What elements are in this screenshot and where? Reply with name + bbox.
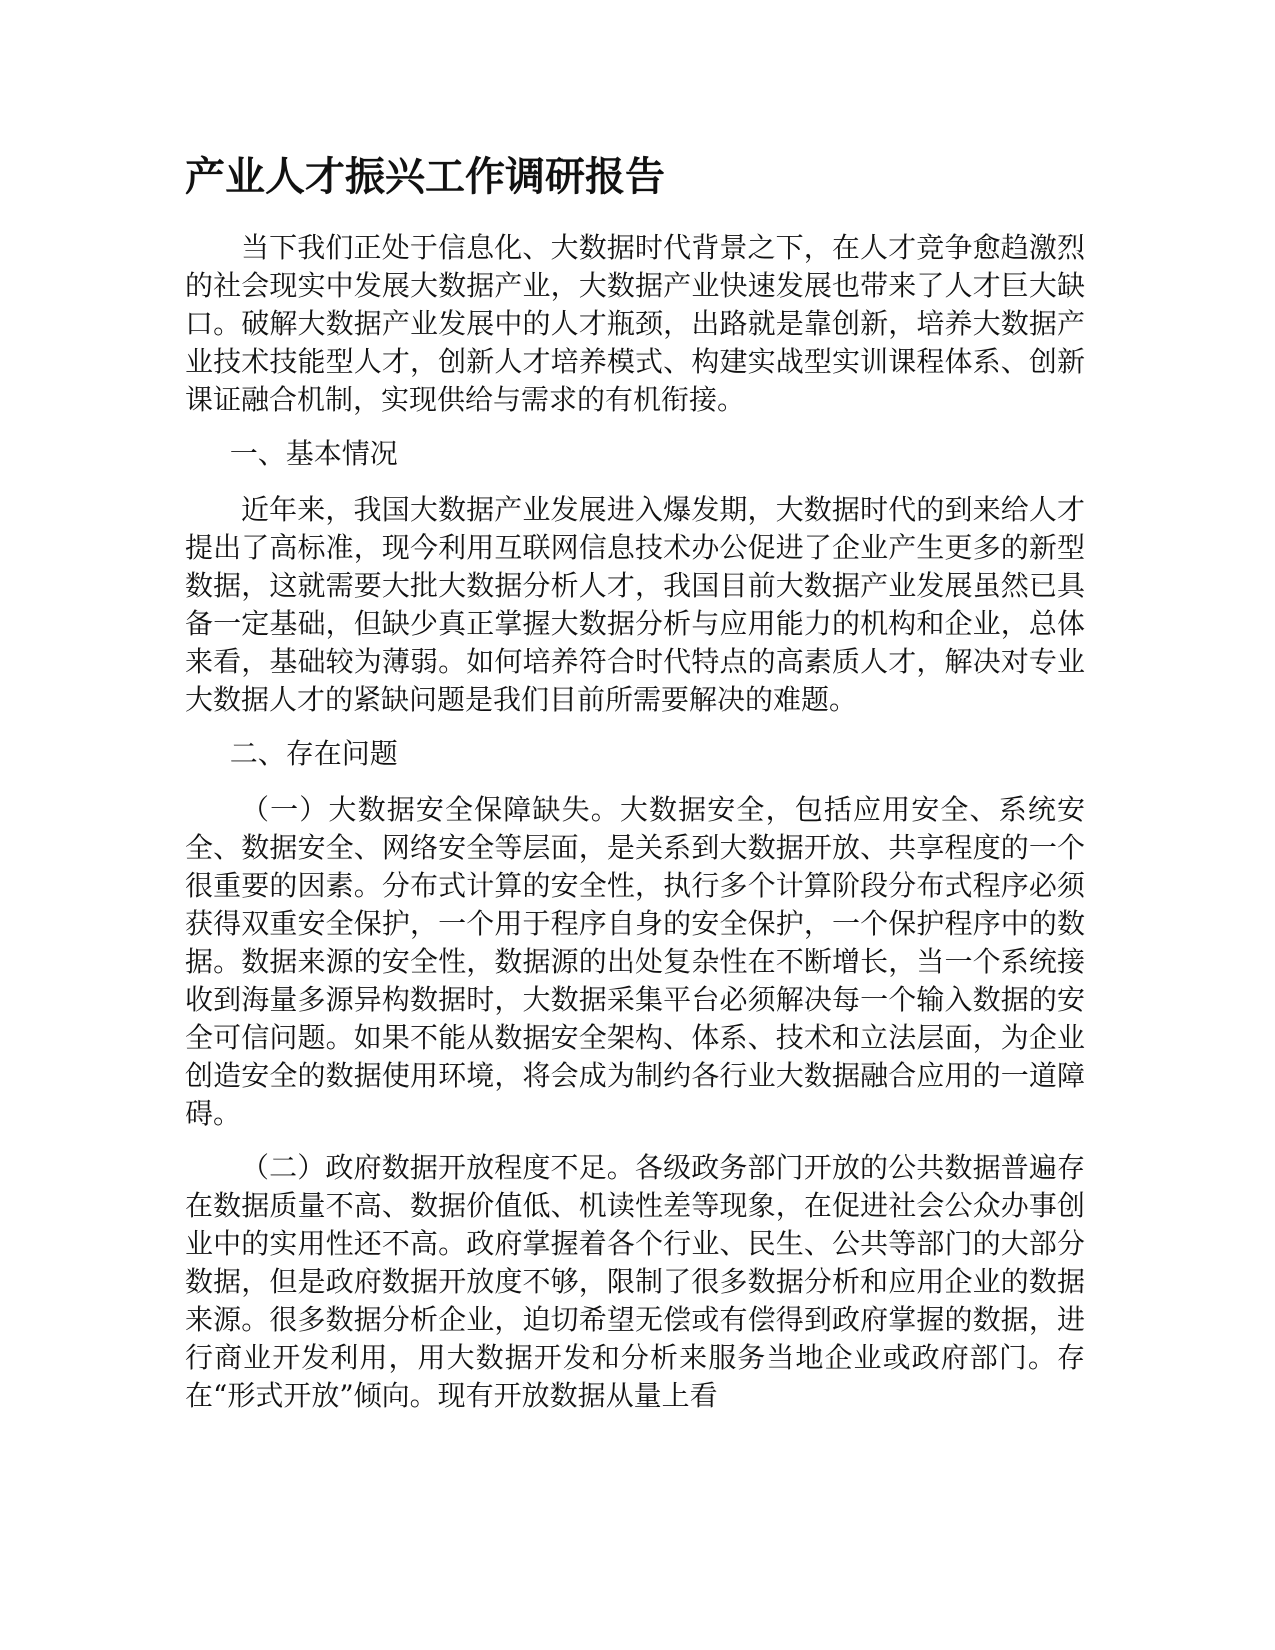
- section-heading-basic-situation: 一、基本情况: [229, 437, 398, 470]
- basic-situation-paragraph: 近年来，我国大数据产业发展进入爆发期，大数据时代的到来给人才提出了高标准，现今利用互联网信息技术办公促进了企业产生更多的新型数据，这就需要大批大数据分析人才，我国目前大数据产业发展虽然已具备一定基础，但缺少真正掌握大数据分析与应用能力的机构和企业，总体来看，基础较为薄弱。如何培养符合时代特点的高素质人才，解决对专业大数据人才的紧缺问题是我们目前所需要解决的难题。: [185, 493, 1085, 716]
- problem-paragraph-government-data: （二）政府数据开放程度不足。各级政务部门开放的公共数据普遍存在数据质量不高、数据价值低、机读性差等现象，在促进社会公众办事创业中的实用性还不高。政府掌握着各个行业、民生、公共等部门的大部分数据，但是政府数据开放度不够，限制了很多数据分析和应用企业的数据来源。很多数据分析企业，迫切希望无偿或有偿得到政府掌握的数据，进行商业开发利用，用大数据开发和分析来服务当地企业或政府部门。存在“形式开放”倾向。现有开放数据从量上看: [185, 1151, 1085, 1412]
- document-title: 产业人才振兴工作调研报告: [185, 154, 665, 200]
- problem-paragraph-data-security: （一）大数据安全保障缺失。大数据安全，包括应用安全、系统安全、数据安全、网络安全等层面，是关系到大数据开放、共享程度的一个很重要的因素。分布式计算的安全性，执行多个计算阶段分布式程序必须获得双重安全保护，一个用于程序自身的安全保护，一个保护程序中的数据。数据来源的安全性，数据源的出处复杂性在不断增长，当一个系统接收到海量多源异构数据时，大数据采集平台必须解决每一个输入数据的安全可信问题。如果不能从数据安全架构、体系、技术和立法层面，为企业创造安全的数据使用环境，将会成为制约各行业大数据融合应用的一道障碍。: [185, 793, 1085, 1130]
- section-heading-existing-problems: 二、存在问题: [229, 737, 398, 770]
- document-body: [185, 145, 1085, 1431]
- intro-paragraph: 当下我们正处于信息化、大数据时代背景之下，在人才竞争愈趋激烈的社会现实中发展大数据产业，大数据产业快速发展也带来了人才巨大缺口。破解大数据产业发展中的人才瓶颈，出路就是靠创新，培养大数据产业技术技能型人才，创新人才培养模式、构建实战型实训课程体系、创新课证融合机制，实现供给与需求的有机衔接。: [185, 231, 1085, 416]
